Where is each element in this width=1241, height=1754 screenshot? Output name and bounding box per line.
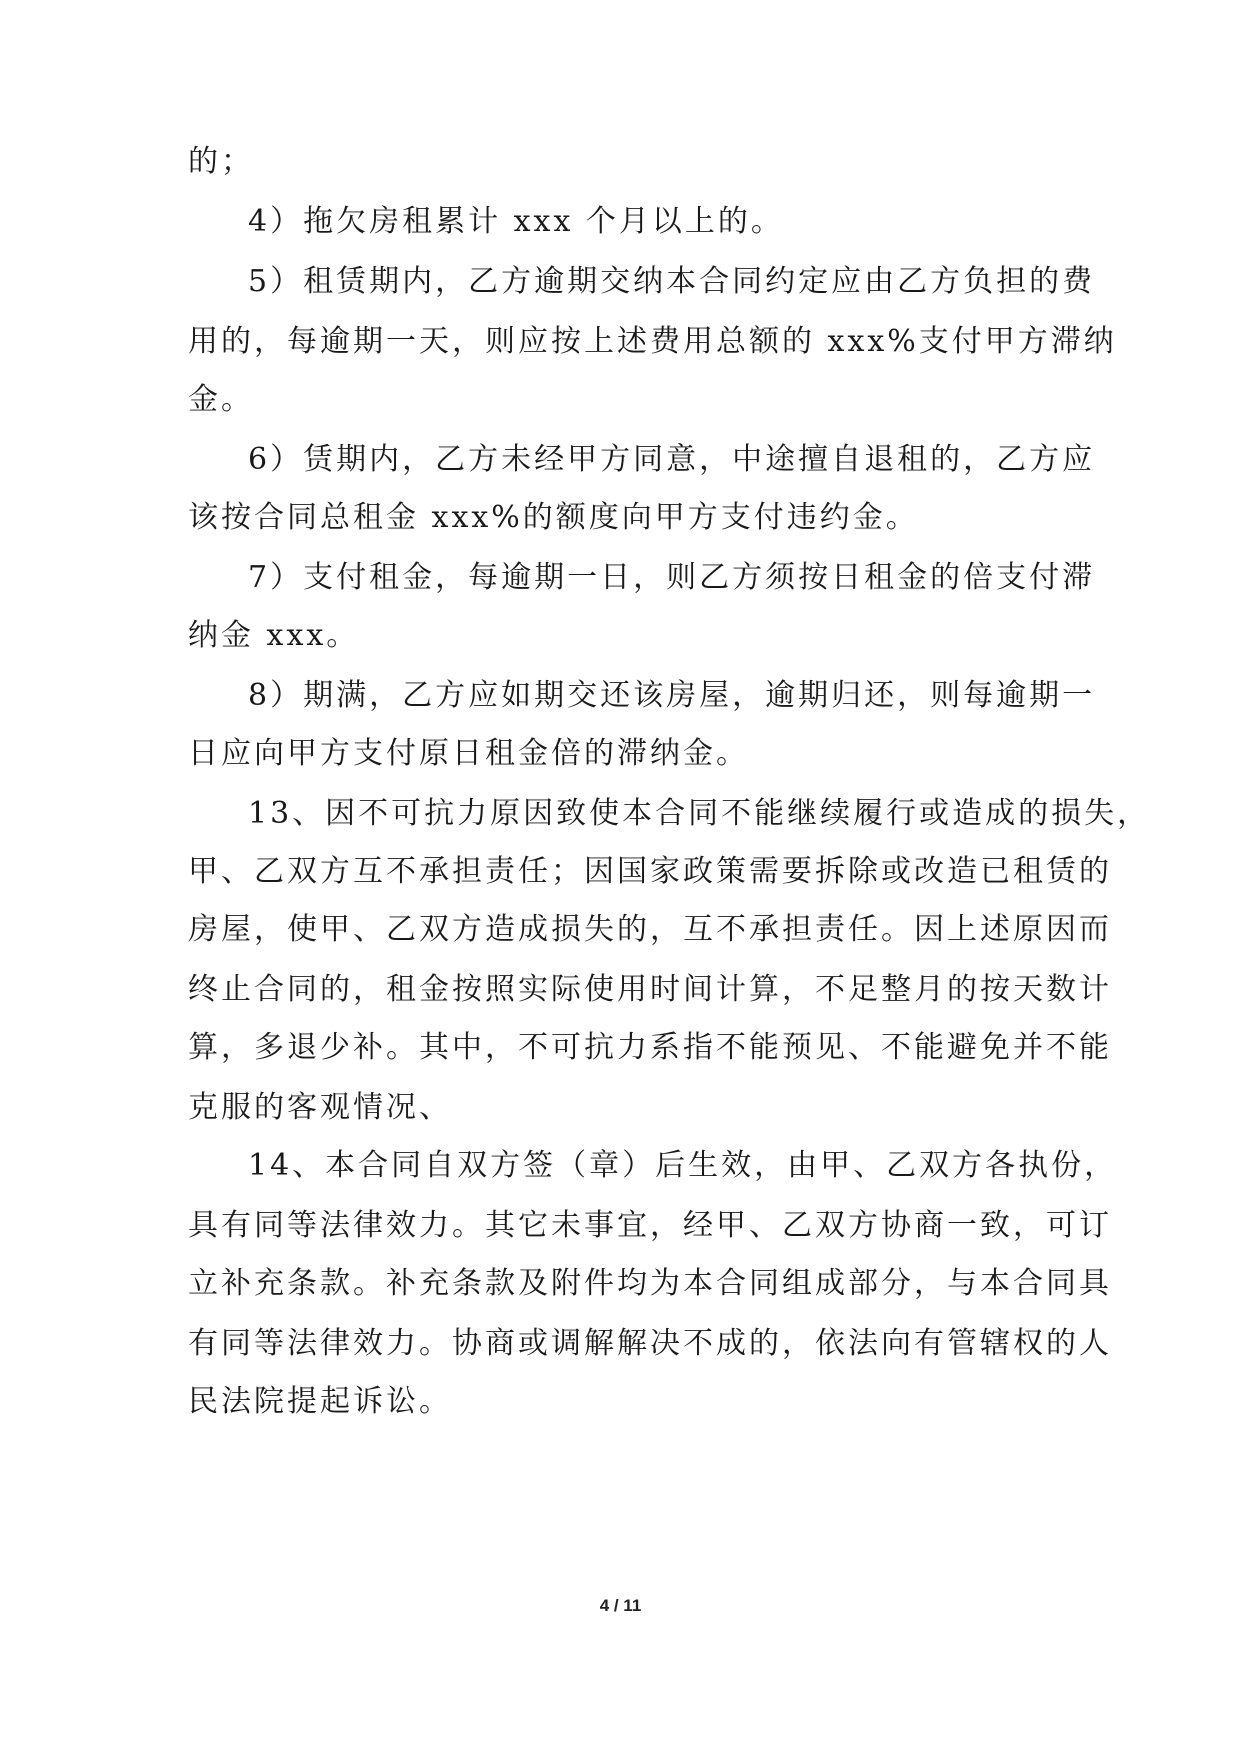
- paragraph-line: 用的，每逾期一天，则应按上述费用总额的 xxx%支付甲方滞纳: [188, 324, 1117, 359]
- paragraph-line: 13、因不可抗力原因致使本合同不能继续履行或造成的损失，: [248, 796, 1151, 831]
- paragraph-line: 6）赁期内，乙方未经甲方同意，中途擅自退租的，乙方应: [248, 442, 1096, 477]
- paragraph-line: 日应向甲方支付原日租金倍的滞纳金。: [188, 736, 749, 771]
- paragraph-line: 立补充条款。补充条款及附件均为本合同组成部分，与本合同具: [188, 1266, 1112, 1301]
- paragraph-line: 克服的客观情况、: [188, 1090, 452, 1125]
- paragraph-line: 甲、乙双方互不承担责任；因国家政策需要拆除或改造已租赁的: [188, 854, 1112, 889]
- paragraph-line: 民法院提起诉讼。: [188, 1384, 452, 1419]
- paragraph-line: 的；: [188, 144, 254, 179]
- paragraph-line: 金。: [188, 382, 254, 417]
- page-number: 4 / 11: [599, 1596, 642, 1615]
- paragraph-line: 算，多退少补。其中，不可抗力系指不能预见、不能避免并不能: [188, 1030, 1112, 1065]
- paragraph-line: 有同等法律效力。协商或调解解决不成的，依法向有管辖权的人: [188, 1326, 1112, 1361]
- paragraph-line: 8）期满，乙方应如期交还该房屋，逾期归还，则每逾期一: [248, 678, 1096, 713]
- paragraph-line: 房屋，使甲、乙双方造成损失的，互不承担责任。因上述原因而: [188, 912, 1112, 947]
- paragraph-line: 4）拖欠房租累计 xxx 个月以上的。: [248, 204, 784, 239]
- paragraph-line: 14、本合同自双方签（章）后生效，由甲、乙双方各执份，: [248, 1148, 1118, 1183]
- paragraph-line: 终止合同的，租金按照实际使用时间计算，不足整月的按天数计: [188, 972, 1112, 1007]
- paragraph-line: 该按合同总租金 xxx%的额度向甲方支付违约金。: [188, 500, 919, 535]
- paragraph-line: 7）支付租金，每逾期一日，则乙方须按日租金的倍支付滞: [248, 560, 1096, 595]
- paragraph-line: 5）租赁期内，乙方逾期交纳本合同约定应由乙方负担的费: [248, 264, 1096, 299]
- paragraph-line: 具有同等法律效力。其它未事宜，经甲、乙双方协商一致，可订: [188, 1208, 1112, 1243]
- paragraph-line: 纳金 xxx。: [188, 618, 360, 653]
